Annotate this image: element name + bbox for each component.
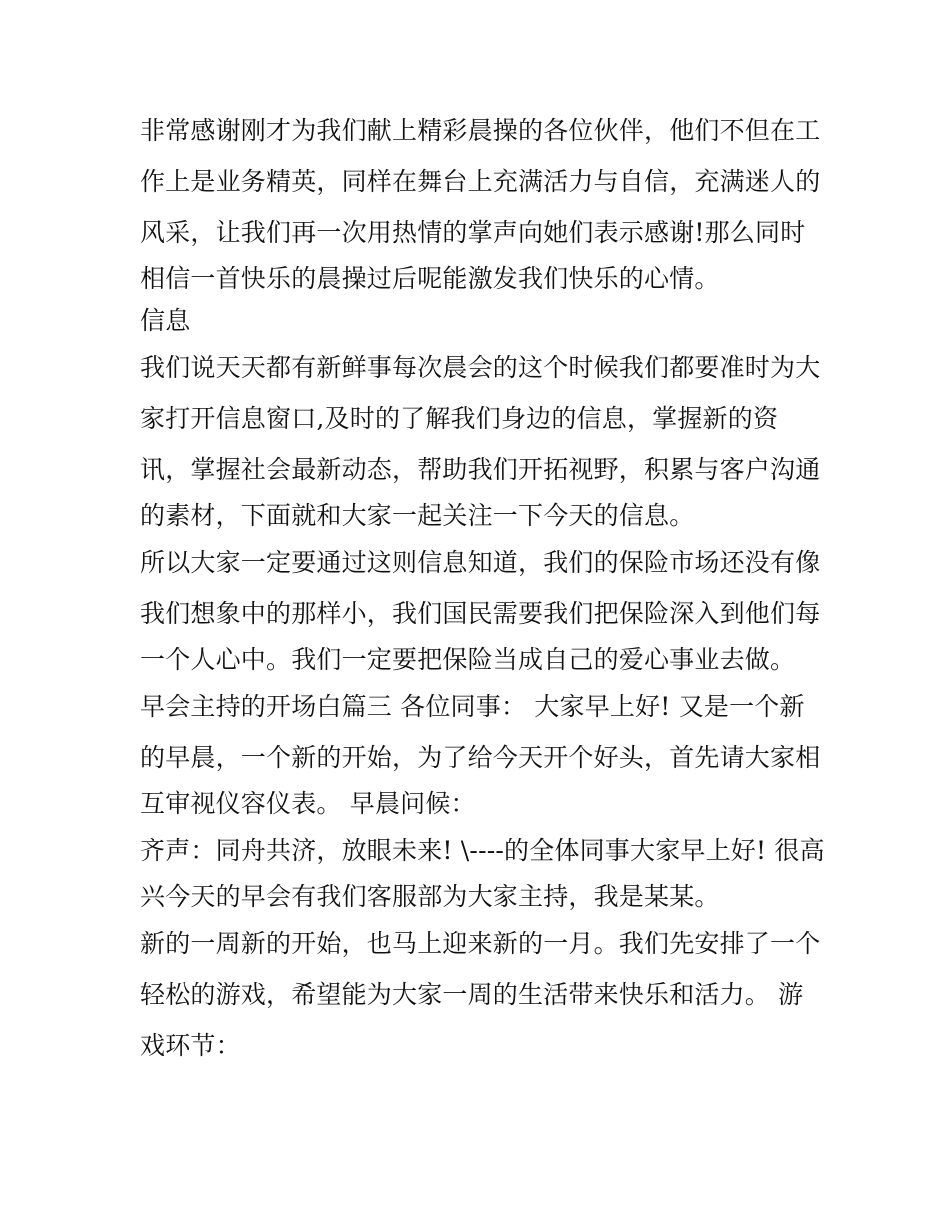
text-line: 一个人心中。我们一定要把保险当成自己的爱心事业去做。 — [140, 645, 796, 674]
text-line: 新的一周新的开始，也马上迎来新的一月。我们先安排了一个 — [140, 929, 821, 958]
text-line: 早会主持的开场白篇三 各位同事： 大家早上好! 又是一个新 — [140, 692, 805, 721]
text-line: 非常感谢刚才为我们献上精彩晨操的各位伙伴，他们不但在工 — [140, 116, 821, 145]
text-line: 我们说天天都有新鲜事每次晨会的这个时候我们都要准时为大 — [140, 353, 821, 382]
text-line: 所以大家一定要通过这则信息知道，我们的保险市场还没有像 — [140, 548, 821, 577]
text-line: 我们想象中的那样小，我们国民需要我们把保险深入到他们每 — [140, 599, 821, 628]
text-line: 讯，掌握社会最新动态，帮助我们开拓视野，积累与客户沟通 — [140, 455, 821, 484]
text-line: 戏环节： — [140, 1031, 241, 1060]
text-line: 轻松的游戏，希望能为大家一周的生活带来快乐和活力。 游 — [140, 980, 804, 1009]
text-line: 相信一首快乐的晨操过后呢能激发我们快乐的心情。 — [140, 264, 720, 293]
text-line: 风采，让我们再一次用热情的掌声向她们表示感谢!那么同时 — [140, 218, 806, 247]
text-line: 的早晨，一个新的开始，为了给今天开个好头，首先请大家相 — [140, 743, 821, 772]
text-line: 的素材，下面就和大家一起关注一下今天的信息。 — [140, 501, 695, 530]
text-line: 兴今天的早会有我们客服部为大家主持，我是某某。 — [140, 882, 720, 911]
document-body — [140, 105, 825, 1071]
text-line: 互审视仪容仪表。 早晨问候： — [140, 789, 476, 818]
text-line: 齐声：同舟共济，放眼未来! \----的全体同事大家早上好! 很高 — [140, 836, 825, 865]
text-line: 作上是业务精英，同样在舞台上充满活力与自信，充满迷人的 — [140, 167, 821, 196]
text-line: 家打开信息窗口,及时的了解我们身边的信息，掌握新的资 — [140, 404, 779, 433]
section-heading: 信息 — [140, 306, 191, 335]
